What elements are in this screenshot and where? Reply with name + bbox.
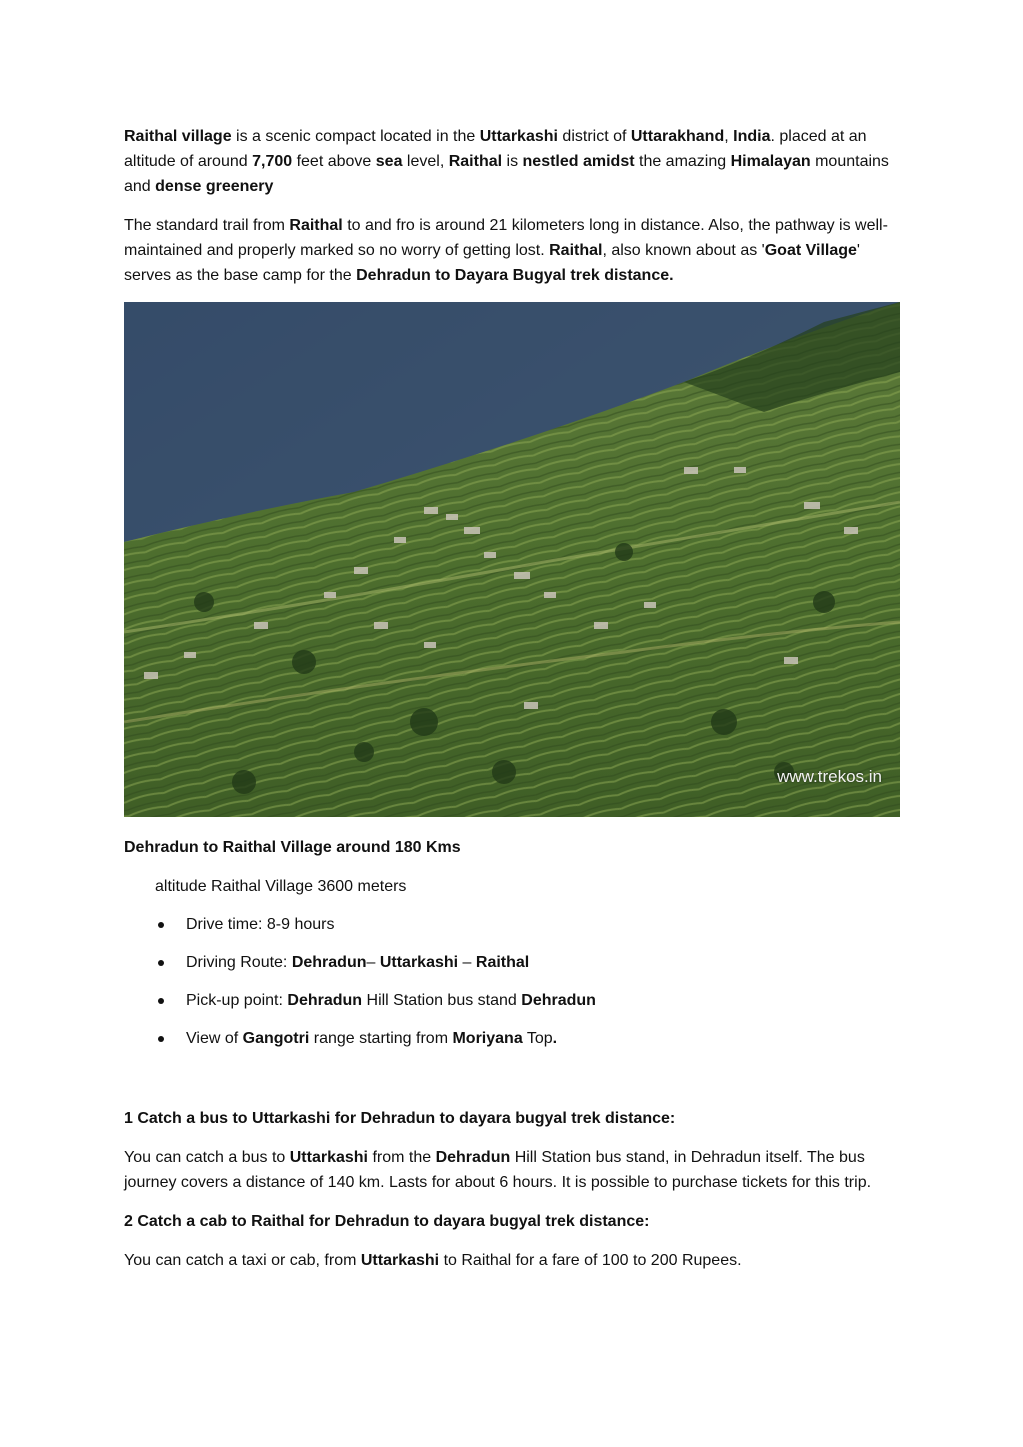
bold-text-run: Raithal — [289, 217, 343, 234]
list-item — [124, 988, 900, 1013]
text-run: Drive time: 8-9 hours — [186, 916, 335, 933]
bold-text-run: Himalayan — [730, 153, 811, 170]
bold-text-run: Uttarkashi — [360, 1252, 440, 1269]
bold-text-run: Raithal — [448, 153, 503, 170]
text-run: mountains and — [124, 153, 889, 195]
intro-paragraph-1 — [124, 124, 900, 199]
bold-text-run: Dehradun — [435, 1149, 511, 1166]
bold-text-run: Raithal village — [124, 128, 232, 145]
text-run: is a scenic compact located in the — [231, 128, 480, 145]
list-item — [124, 912, 900, 937]
text-run: range starting from — [309, 1030, 453, 1047]
bold-text-run: Dehradun — [287, 992, 363, 1009]
text-run: from the — [368, 1149, 436, 1166]
text-run: You can catch a bus to — [124, 1149, 290, 1166]
raithal-village-photo — [124, 302, 900, 817]
bold-text-run: Uttarakhand — [630, 128, 725, 145]
text-run: , — [724, 128, 734, 145]
text-run: ' serves as the base camp for the — [124, 242, 860, 284]
text-run: the amazing — [634, 153, 731, 170]
text-run: Hill Station bus stand — [362, 992, 522, 1009]
intro-paragraph-2 — [124, 213, 900, 288]
altitude-line: altitude Raithal Village 3600 meters — [155, 878, 407, 895]
bold-text-run: . — [552, 1030, 558, 1047]
bold-text-run: Dehradun to Dayara Bugyal trek distance. — [356, 267, 674, 284]
bold-text-run: nestled amidst — [522, 153, 635, 170]
text-run: – — [458, 954, 476, 971]
text-run: level, — [402, 153, 449, 170]
bold-text-run: Moriyana — [452, 1030, 523, 1047]
bold-text-run: Uttarkashi — [379, 954, 459, 971]
bold-text-run: Raithal — [475, 954, 530, 971]
text-run: feet above — [292, 153, 376, 170]
list-item — [124, 1026, 900, 1051]
section-2-body — [124, 1248, 900, 1273]
route-heading: Dehradun to Raithal Village around 180 Kms — [124, 839, 461, 856]
text-run: – — [366, 954, 380, 971]
bold-text-run: India — [733, 128, 771, 145]
text-run: to and fro is around 21 kilometers long in distance. Also, the pathway is well-maintained and properly marked so no worry of getting lost. — [124, 217, 888, 259]
section-1-heading: 1 Catch a bus to Uttarkashi for Dehradun to dayara bugyal trek distance: — [124, 1110, 676, 1127]
text-run: to Raithal for a fare of 100 to 200 Rupees. — [439, 1252, 742, 1269]
text-run: Pick-up point: — [186, 992, 288, 1009]
text-run: Hill Station bus stand, in Dehradun itself. The bus journey covers a distance of 140 km. Lasts for about 6 hours. It is possible to purchase tickets for this trip. — [124, 1149, 872, 1191]
village-landscape-image — [124, 302, 900, 817]
text-run: district of — [557, 128, 631, 145]
bold-text-run: sea — [375, 153, 403, 170]
document-page — [124, 124, 900, 1273]
route-details-list — [124, 912, 900, 1051]
bold-text-run: Raithal — [549, 242, 603, 259]
section-2-heading: 2 Catch a cab to Raithal for Dehradun to dayara bugyal trek distance: — [124, 1213, 650, 1230]
bold-text-run: Goat Village — [764, 242, 857, 259]
text-run: , also known about as ' — [602, 242, 765, 259]
text-run: . placed at an altitude of around — [124, 128, 867, 170]
section-1-body — [124, 1145, 900, 1195]
text-run: Driving Route: — [186, 954, 292, 971]
bold-text-run: 7,700 — [252, 153, 293, 170]
bold-text-run: dense greenery — [155, 178, 274, 195]
text-run: Top — [522, 1030, 553, 1047]
text-run: You can catch a taxi or cab, from — [124, 1252, 361, 1269]
bold-text-run: Dehradun — [291, 954, 367, 971]
text-run: The standard trail from — [124, 217, 290, 234]
list-item — [124, 950, 900, 975]
bold-text-run: Gangotri — [242, 1030, 310, 1047]
bold-text-run: Uttarkashi — [479, 128, 558, 145]
text-run: View of — [186, 1030, 243, 1047]
bold-text-run: Uttarkashi — [289, 1149, 368, 1166]
text-run: is — [502, 153, 523, 170]
photo-watermark: www.trekos.in — [777, 767, 882, 786]
bold-text-run: Dehradun — [521, 992, 596, 1009]
